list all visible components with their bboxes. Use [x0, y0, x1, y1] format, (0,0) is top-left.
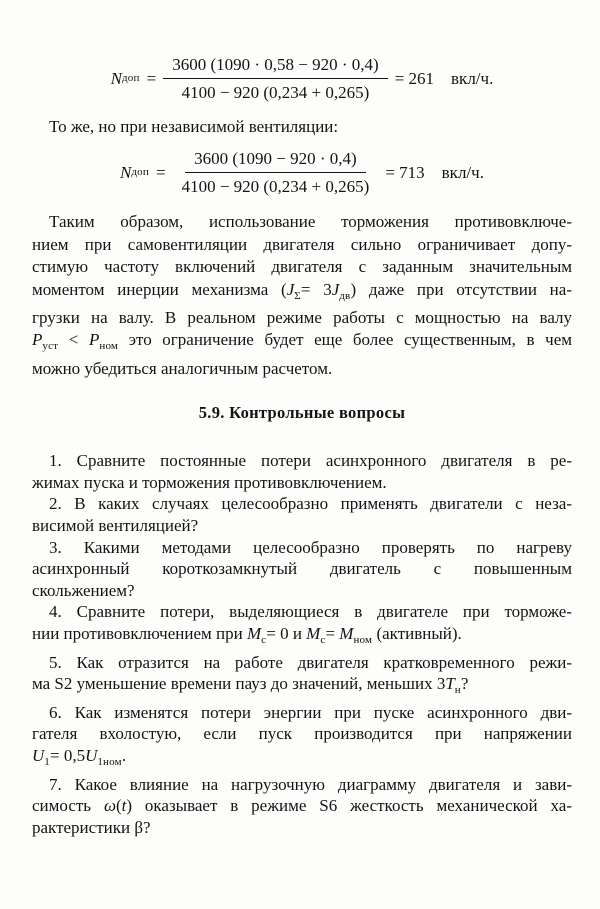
main-paragraph [32, 211, 572, 380]
fraction-numerator: 3600 (1090 · 0,58 − 920 · 0,4) [163, 54, 387, 79]
text-line [32, 745, 572, 774]
text-line [32, 256, 572, 278]
text-run: 2. В каких случаях целесообразно применять двигатели с неза- [49, 494, 572, 514]
math-variable: t [121, 796, 127, 816]
text-run: 6. Как изменятся потери энергии при пуске асинхронного дви- [49, 702, 572, 722]
math-variable: M [339, 624, 354, 643]
text-line [32, 774, 572, 796]
text-run: 5. Как отразится на работе двигателя кратковременного режи- [49, 652, 572, 672]
text-line [32, 116, 572, 138]
fraction-denominator: 4100 − 920 (0,234 + 0,265) [181, 177, 370, 197]
text-line [32, 673, 572, 702]
text-line [32, 601, 572, 623]
text-run: 3. Какими методами целесообразно проверять по нагреву [49, 537, 572, 557]
text-run: нием при самовентиляции двигателя сильно ограничивает допу- [32, 234, 572, 254]
subscript: с [320, 634, 326, 646]
math-variable: P [88, 330, 100, 350]
text-line [32, 702, 572, 724]
text-line [32, 358, 572, 380]
text-line [32, 623, 572, 652]
text-run: можно убедиться аналогичным расчетом. [32, 358, 333, 378]
text-run: рактеристики β? [32, 817, 151, 837]
text-line [32, 795, 572, 817]
fraction-numerator: 3600 (1090 − 920 · 0,4) [185, 148, 366, 173]
formula-unit: вкл/ч. [451, 69, 494, 89]
math-variable: ω [103, 796, 116, 816]
math-variable: J [286, 279, 295, 299]
text-line [32, 723, 572, 745]
formula-variable-subscript: доп [131, 165, 149, 178]
text-line [32, 580, 572, 602]
math-variable: P [32, 330, 43, 350]
text-line [32, 472, 572, 494]
text-run: Таким образом, использование торможения противовключе- [49, 212, 572, 232]
subscript: н [454, 684, 461, 697]
question-7 [32, 774, 572, 839]
text-line [32, 515, 572, 537]
fraction [173, 148, 379, 198]
formula-result: = 261 [394, 69, 435, 89]
formula-variable: N [110, 69, 123, 89]
math-variable: U [85, 745, 98, 765]
subscript: 1 [44, 755, 50, 768]
question-5 [32, 652, 572, 702]
text-run: ма S2 уменьшение времени пауз до значений, меньших 3 [32, 674, 446, 694]
fraction [163, 54, 387, 104]
subscript: уст [42, 340, 59, 353]
subscript: с [261, 634, 267, 646]
question-2 [32, 493, 572, 536]
text-run: = 0,5 [49, 745, 86, 765]
text-run: нии противовключением при [32, 624, 247, 643]
text-line [32, 234, 572, 256]
text-line [32, 211, 572, 233]
formula-result: = 713 [385, 163, 425, 183]
text-run: . [121, 745, 127, 765]
question-3 [32, 537, 572, 602]
math-variable: T [445, 674, 455, 694]
text-line [32, 558, 572, 580]
formula-variable: N [120, 163, 132, 183]
text-run: = [325, 624, 340, 643]
text-run: ? [460, 674, 469, 694]
math-variable: J [331, 279, 340, 299]
text-run: стимую частоту включений двигателя с заданным значительным [32, 257, 572, 277]
text-run: < [58, 330, 89, 350]
question-4 [32, 601, 572, 651]
formula-n-dop-self-ventilation [32, 54, 572, 104]
text-run: ) даже при отсутствии на- [350, 279, 572, 299]
text-line [32, 307, 572, 329]
text-run: асинхронный короткозамкнутый двигатель с повышенным [32, 559, 572, 579]
text-run: 4. Сравните потери, выделяющиеся в двигателе при торможе- [49, 602, 572, 622]
text-run: скольжением? [32, 580, 135, 600]
fraction-denominator: 4100 − 920 (0,234 + 0,265) [181, 83, 370, 103]
text-run: жимах пуска и торможения противовключением. [32, 472, 387, 492]
section-heading: 5.9. Контрольные вопросы [198, 403, 406, 423]
equals-sign: = [155, 163, 166, 183]
subscript: Σ [294, 289, 301, 302]
question-6 [32, 702, 572, 774]
math-variable: M [246, 624, 262, 643]
text-line [32, 279, 572, 307]
text-line [32, 817, 572, 839]
text-line [32, 537, 572, 559]
formula-variable-subscript: доп [122, 71, 140, 84]
subscript: ном [353, 634, 373, 646]
subscript: дв [339, 289, 351, 302]
subscript: 1ном [97, 755, 122, 768]
text-run: То же, но при независимой вентиляции: [49, 116, 339, 136]
text-line [32, 652, 572, 674]
text-run: моментом инерции механизма ( [32, 279, 287, 299]
text-run: это ограничение будет еще более существенным, в чем [118, 330, 572, 350]
subscript: ном [99, 340, 119, 353]
math-variable: U [32, 745, 45, 765]
text-run: грузки на валу. В реальном режиме работы с мощностью на валу [32, 308, 572, 328]
text-run: 1. Сравните постоянные потери асинхронного двигателя в ре- [49, 451, 572, 471]
formula-unit: вкл/ч. [441, 163, 484, 183]
text-run: = 0 и [266, 624, 307, 643]
text-run: симость [32, 796, 104, 816]
text-run: ( [115, 796, 122, 816]
text-line [32, 493, 572, 515]
math-variable: M [306, 624, 321, 643]
text-run: висимой вентиляцией? [32, 516, 199, 536]
text-line [32, 329, 572, 357]
questions-list [32, 450, 572, 838]
text-run: гателя вхолостую, если пуск производится при напряжении [32, 724, 572, 744]
text-run: (активный). [372, 624, 462, 643]
intro-paragraph [32, 116, 572, 138]
text-line [32, 450, 572, 472]
question-1 [32, 450, 572, 493]
text-run: 7. Какое влияние на нагрузочную диаграмму двигателя и зави- [49, 774, 572, 794]
equals-sign: = [146, 69, 157, 89]
formula-n-dop-independent-ventilation [32, 148, 572, 198]
text-run: = 3 [300, 279, 332, 299]
text-run: ) оказывает в режиме S6 жесткость механической ха- [126, 796, 572, 816]
